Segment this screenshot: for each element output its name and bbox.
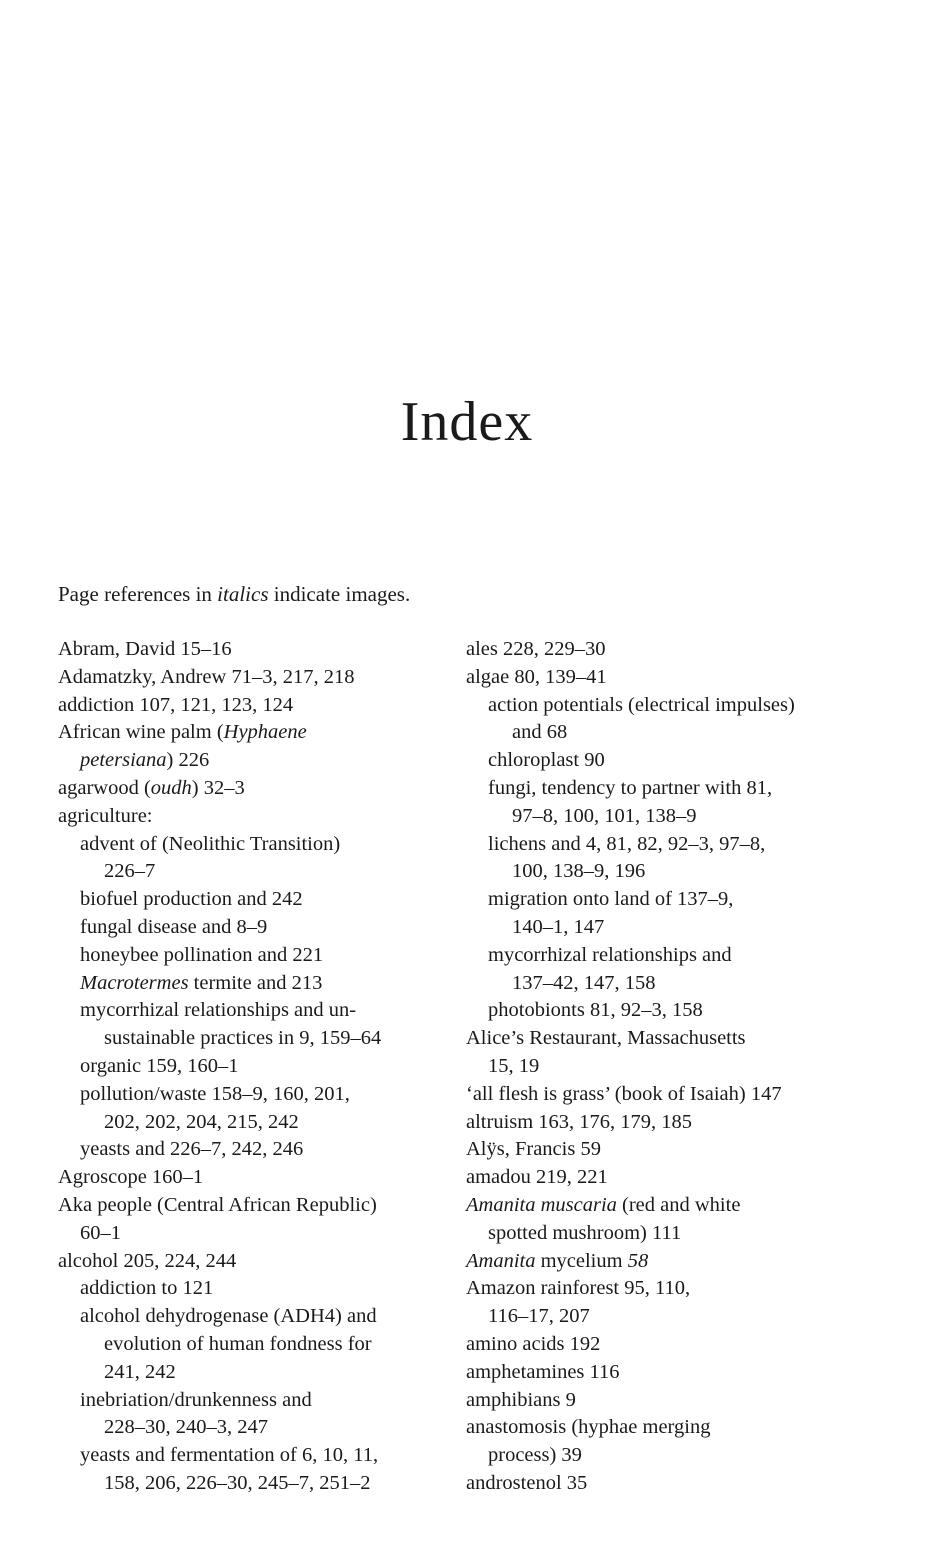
index-entry-text: alcohol dehydrogenase (ADH4) and (80, 1305, 377, 1328)
index-entry-text: spotted mushroom) 111 (488, 1221, 682, 1244)
index-entry-text: altruism 163, 176, 179, 185 (466, 1110, 693, 1133)
index-entry-text: advent of (Neolithic Transition) (80, 832, 341, 855)
index-entry-text: agriculture: (58, 804, 153, 827)
index-entry-text: addiction 107, 121, 123, 124 (58, 693, 294, 716)
note-text: Page references in (58, 582, 218, 606)
index-note (58, 580, 410, 608)
index-entry (58, 1164, 448, 1192)
index-entry (466, 1025, 866, 1053)
index-entry-text: algae 80, 139–41 (466, 665, 607, 688)
index-entry (466, 886, 866, 914)
index-entry (466, 1359, 866, 1387)
note-italic-word: italics (217, 582, 269, 606)
index-entry (466, 942, 866, 970)
index-entry (466, 692, 866, 720)
index-entry-text: amphibians 9 (466, 1388, 576, 1411)
index-entry-text: 15, 19 (488, 1054, 540, 1077)
index-entry-text: sustainable practices in 9, 159–64 (104, 1027, 382, 1050)
index-entry-text: mycelium (535, 1249, 628, 1272)
index-entry-text: 158, 206, 226–30, 245–7, 251–2 (104, 1471, 371, 1494)
index-entry (58, 1275, 448, 1303)
index-entry (58, 1136, 448, 1164)
index-entry (466, 747, 866, 775)
index-entry (58, 1053, 448, 1081)
index-entry-text: Amazon rainforest 95, 110, (466, 1277, 691, 1300)
index-entry (58, 1248, 448, 1276)
index-entry-text: Alice’s Restaurant, Massachusetts (466, 1027, 746, 1050)
index-entry-text: termite and 213 (188, 971, 323, 994)
index-entry (58, 803, 448, 831)
index-entry-text: yeasts and 226–7, 242, 246 (80, 1138, 304, 1161)
index-entry-text: Agroscope 160–1 (58, 1166, 204, 1189)
index-column-right (466, 636, 866, 1498)
index-entry (58, 1081, 448, 1109)
index-entry-italic: Macrotermes (80, 971, 189, 994)
index-entry-text: lichens and 4, 81, 82, 92–3, 97–8, (488, 832, 766, 855)
index-entry (58, 831, 448, 859)
index-column-left (58, 636, 448, 1498)
note-text-end: indicate images. (268, 582, 411, 606)
index-entry-text: honeybee pollination and 221 (80, 943, 324, 966)
index-entry-text: (red and white (616, 1193, 741, 1216)
index-entry-text: Alÿs, Francis 59 (466, 1138, 601, 1161)
index-entry-text: 228–30, 240–3, 247 (104, 1416, 268, 1439)
index-entry (466, 1053, 866, 1081)
index-entry-text: 137–42, 147, 158 (512, 971, 656, 994)
index-entry (466, 858, 866, 886)
index-entry (466, 1164, 866, 1192)
index-entry-text: amphetamines 116 (466, 1360, 620, 1383)
index-entry (58, 1109, 448, 1137)
index-entry-italic: Amanita (466, 1249, 536, 1272)
index-entry (466, 970, 866, 998)
index-entry (466, 1192, 866, 1220)
index-entry (58, 970, 448, 998)
index-entry (58, 1442, 448, 1470)
index-entry-text: Abram, David 15–16 (58, 638, 232, 660)
index-entry (466, 997, 866, 1025)
index-entry-text: evolution of human fondness for (104, 1332, 372, 1355)
index-entry-text: fungi, tendency to partner with 81, (488, 776, 773, 799)
index-entry (58, 997, 448, 1025)
index-entry (466, 1109, 866, 1137)
index-entry-text: 140–1, 147 (512, 915, 605, 938)
index-entry-text: amino acids 192 (466, 1332, 601, 1355)
index-entry (58, 1414, 448, 1442)
index-entry-text: 226–7 (104, 860, 156, 883)
index-entry (466, 831, 866, 859)
index-entry (466, 1248, 866, 1276)
index-entry-text: chloroplast 90 (488, 749, 605, 772)
index-entry (58, 719, 448, 747)
index-entry-italic: Hyphaene (223, 721, 307, 744)
index-entry-text: process) 39 (488, 1444, 582, 1467)
index-entry-text: 202, 202, 204, 215, 242 (104, 1110, 299, 1133)
index-entry (58, 636, 448, 664)
index-entry-text: 100, 138–9, 196 (512, 860, 646, 883)
page-title: Index (400, 391, 534, 453)
index-entry (58, 1359, 448, 1387)
index-entry-text: yeasts and fermentation of 6, 10, 11, (80, 1444, 379, 1467)
index-entry (466, 1275, 866, 1303)
index-entry-italic: petersiana (80, 749, 167, 772)
index-entry (466, 664, 866, 692)
index-entry-text: 60–1 (80, 1221, 121, 1244)
index-entry (466, 803, 866, 831)
index-entry-text: biofuel production and 242 (80, 888, 303, 911)
index-entry (58, 775, 448, 803)
index-entry-text: agarwood ( (58, 776, 151, 799)
index-entry (466, 1414, 866, 1442)
index-entry (466, 914, 866, 942)
index-entry-text: androstenol 35 (466, 1471, 588, 1494)
index-entry-text: Adamatzky, Andrew 71–3, 217, 218 (58, 665, 355, 688)
index-entry (58, 858, 448, 886)
index-entry (466, 1081, 866, 1109)
index-entry-text: organic 159, 160–1 (80, 1054, 239, 1077)
index-entry-text: anastomosis (hyphae merging (466, 1416, 711, 1439)
index-entry-text: amadou 219, 221 (466, 1166, 608, 1189)
index-entry (466, 1331, 866, 1359)
index-entry (466, 1220, 866, 1248)
index-entry (58, 1331, 448, 1359)
index-entry-italic: Amanita muscaria (466, 1193, 617, 1216)
index-entry-text: addiction to 121 (80, 1277, 214, 1300)
index-entry (466, 1136, 866, 1164)
index-entry (466, 1303, 866, 1331)
index-entry-text: ales 228, 229–30 (466, 638, 606, 660)
index-entry-text: photobionts 81, 92–3, 158 (488, 999, 703, 1022)
index-entry (58, 1387, 448, 1415)
index-entry (466, 636, 866, 664)
index-entry (58, 942, 448, 970)
index-entry-text: ) 32–3 (191, 776, 245, 799)
index-entry-text: inebriation/drunkenness and (80, 1388, 312, 1411)
index-entry-text: mycorrhizal relationships and (488, 943, 732, 966)
index-entry-text: ‘all flesh is grass’ (book of Isaiah) 147 (466, 1082, 782, 1105)
index-entry-text: and 68 (512, 721, 568, 744)
index-entry-text: action potentials (electrical impulses) (488, 693, 795, 716)
index-entry (58, 747, 448, 775)
index-entry (58, 664, 448, 692)
index-entry-text: migration onto land of 137–9, (488, 888, 734, 911)
index-entry (466, 1470, 866, 1498)
index-entry-text: fungal disease and 8–9 (80, 915, 268, 938)
index-entry-text: ) 226 (166, 749, 210, 772)
index-entry (466, 1442, 866, 1470)
index-entry (466, 775, 866, 803)
index-entry-italic: 58 (627, 1249, 649, 1272)
index-entry (58, 692, 448, 720)
index-entry-text: African wine palm ( (58, 721, 224, 744)
index-entry (58, 1220, 448, 1248)
index-entry (58, 1303, 448, 1331)
index-entry (466, 1387, 866, 1415)
index-entry-text: 116–17, 207 (488, 1305, 590, 1328)
index-entry (466, 719, 866, 747)
index-entry (58, 886, 448, 914)
index-entry-italic: oudh (150, 776, 192, 799)
index-entry-text: alcohol 205, 224, 244 (58, 1249, 237, 1272)
index-entry (58, 914, 448, 942)
index-entry (58, 1470, 448, 1498)
index-entry (58, 1025, 448, 1053)
index-entry (58, 1192, 448, 1220)
index-entry-text: 97–8, 100, 101, 138–9 (512, 804, 697, 827)
index-entry-text: Aka people (Central African Republic) (58, 1193, 377, 1216)
index-entry-text: mycorrhizal relationships and un- (80, 999, 357, 1022)
index-entry-text: 241, 242 (104, 1360, 176, 1383)
index-entry-text: pollution/waste 158–9, 160, 201, (80, 1082, 350, 1105)
